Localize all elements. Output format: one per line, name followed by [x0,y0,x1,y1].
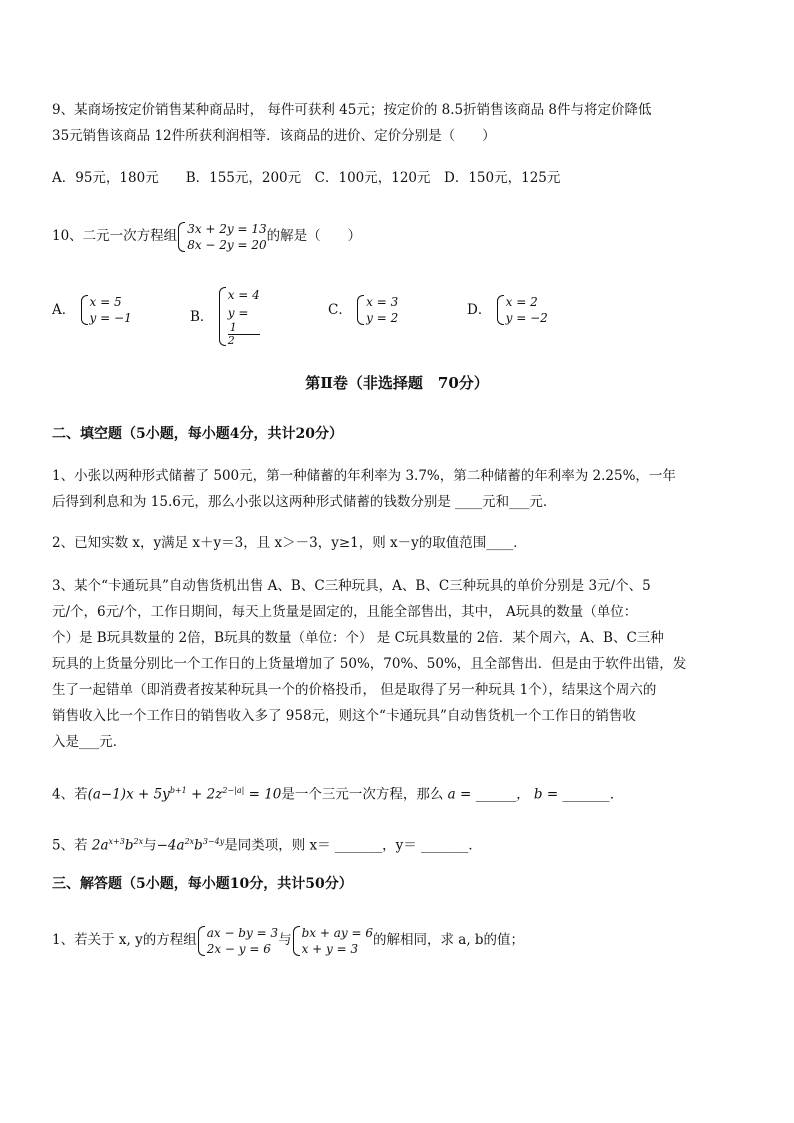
part2-title: 第Ⅱ卷（非选择题 70分） [305,374,489,392]
solve-q1-suffix: 的解相同，求 a, b的值； [372,932,525,948]
q10-option-a-system [80,294,132,326]
solve-q1-sys2-eq1: bx + ay = 6 [301,925,373,940]
fill-q3-line4: 玩具的上货量分别比一个工作日的上货量增加了 50%，70%、50%，且全部售出．但是由于软件出错，发 [52,656,687,672]
section2-heading: 二、填空题（5小题，每小题4分，共计20分） [52,426,343,442]
q10-prefix: 10、二元一次方程组 [52,228,178,244]
q10-option-b-fraction [228,322,260,347]
fill-q3-line7: 入是___元． [52,734,127,750]
fill-q5-suffix: 是同类项，则 x＝ _______，y＝ _______． [224,837,482,854]
q10-option-b [190,286,260,347]
solve-q1-prefix: 1、若关于 x, y的方程组 [52,932,197,948]
q10-option-b-y: y = [227,306,249,320]
fill-q3-line3: 个）是 B玩具数量的 2倍，B玩具的数量（单位：个） 是 C玩具数量的 2倍．某个周六，A、B、C三种 [52,630,664,646]
q10-option-d [467,294,548,326]
q9-line2: 35元销售该商品 12件所获利润相等．该商品的进价、定价分别是（ ） [52,128,496,144]
q10-option-c-system [356,294,398,326]
q10-eq1: 3x + 2y = 13 [187,221,267,236]
section3-heading: 三、解答题（5小题，每小题10分，共计50分） [52,876,353,892]
fill-q5-term1-exp-a: x+3 [108,837,125,846]
q10-option-b-numerator: 1 [228,322,260,335]
fill-q2-text: 2、已知实数 x，y满足 x＋y＝3，且 x＞－3，y≥1，则 x－y的取值范围____． [52,535,527,551]
q10-system [177,221,266,253]
q10-eq2: 8x − 2y = 20 [187,237,267,252]
fill-q5-term2-exp-a: 2x [184,837,195,846]
q10-option-a [52,294,132,326]
q10-option-c-label: C． [328,302,352,318]
q10-option-b-y-row [228,304,260,347]
q10-option-c-x: x = 3 [366,295,399,309]
fill-q4-exponent-1: b+1 [169,786,187,795]
fill-q5-term1-b: b [124,837,134,854]
solve-q1-and: 与 [278,932,292,948]
solve-q1-system-2 [292,925,373,957]
question-10 [52,214,742,258]
question-9 [52,97,742,149]
q10-option-b-denominator: 2 [227,334,235,347]
fill-q5-and: 与 [143,837,157,854]
fill-q1-line1: 1、小张以两种形式储蓄了 500元，第一种储蓄的年利率为 3.7%，第二种储蓄的年利率为 2.25%，一年 [52,468,676,484]
q10-option-c [328,294,398,326]
fill-q5-term1: 2a [91,837,109,854]
q10-option-a-x: x = 5 [89,295,122,309]
fill-q5-prefix: 5、若 [52,837,92,854]
q10-suffix: 的解是（ ） [266,228,362,244]
q10-option-a-label: A． [52,302,76,318]
fill-q3-line6: 销售收入比一个工作日的销售收入多了 958元，则这个“卡通玩具”自动售货机一个工作日的销售收 [52,708,636,724]
q10-option-d-system [496,294,548,326]
q10-option-b-system [218,286,260,347]
fill-q4-line [52,778,742,808]
fill-q5-term2-exp-b: 3−4y [202,837,225,846]
fill-question-5 [52,829,742,859]
fill-question-1 [52,463,742,515]
solve-q1-system-1 [197,925,278,957]
solve-question-1 [52,918,742,962]
solve-q1-sys1-eq2: 2x − y = 6 [206,941,271,956]
q10-option-b-x: x = 4 [227,288,260,302]
q10-options [52,290,742,346]
fill-q4-mid: + 2z [186,786,223,803]
q9-options [52,165,742,191]
solve-q1-sys2-eq2: x + y = 3 [301,941,359,956]
q10-option-d-y: y = −2 [505,311,548,325]
q10-option-c-y: y = 2 [366,311,399,325]
fill-q4-text: 是一个三元一次方程，那么 [281,786,444,803]
q10-option-d-label: D． [467,302,492,318]
fill-q4-eq: = 10 [244,786,282,803]
fill-q5-term1-exp-b: 2x [133,837,144,846]
q9-options-text: A．95元，180元 B．155元，200元 C．100元，120元 D．150元，125元 [52,170,561,186]
fill-q4-blank-b: b = _______． [529,786,624,803]
fill-q3-line1: 3、某个“卡通玩具”自动售货机出售 A、B、C三种玩具，A、B、C三种玩具的单价分别是 3元/个、5 [52,578,651,594]
fill-q3-line5: 生了一起错单（即消费者按某种玩具一个的价格投币， 但是取得了另一种玩具 1个），结果这个周六的 [52,682,657,698]
fill-q4-exponent-2: 2−|a| [222,786,245,795]
fill-q1-line2: 后得到利息和为 15.6元，那么小张以这两种形式储蓄的钱数分别是 ____元和___元． [52,494,557,510]
q9-line1: 9、某商场按定价销售某种商品时， 每件可获利 45元；按定价的 8.5折销售该商品 8件与将定价降低 [52,102,652,118]
q10-option-b-label: B． [190,308,214,325]
fill-question-2 [52,530,742,556]
fill-q4-expr: (a−1)x + 5y [87,786,170,803]
solve-q1-sys1-eq1: ax − by = 3 [206,925,279,940]
q10-option-d-x: x = 2 [505,295,538,309]
fill-q5-term2: −4a [156,837,185,854]
fill-question-4 [52,778,742,808]
fill-q4-blank-a: a = ______， [443,786,530,803]
fill-q5-line [52,829,742,859]
fill-q5-term2-b: b [194,837,203,854]
fill-question-3 [52,573,742,755]
fill-q4-prefix: 4、若 [52,786,88,803]
fill-q3-line2: 元/个，6元/个，工作日期间，每天上货量是固定的，且能全部售出，其中， A玩具的数量（单位： [52,604,638,620]
q10-option-a-y: y = −1 [89,311,132,325]
